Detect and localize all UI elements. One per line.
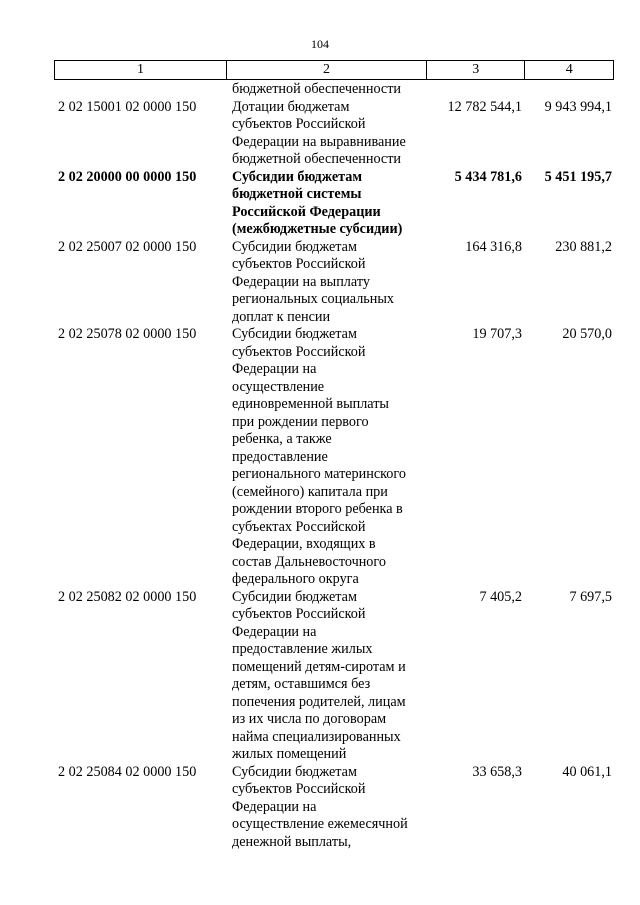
table-row bbox=[54, 169, 614, 239]
table-row bbox=[54, 764, 614, 852]
table-row bbox=[54, 589, 614, 764]
income-name: Субсидии бюджетам субъектов Российской Федерации на осуществление единовременной выплаты при рождении первого ребенка, а также предоставление регионального материнского (семейного) капитала при рождении второго ребенка в субъектах Российской Федерации, входящих в состав Дальневосточного федерального округа bbox=[232, 326, 406, 587]
table-row bbox=[54, 239, 614, 327]
income-name: Субсидии бюджетам бюджетной системы Российской Федерации (межбюджетные субсидии) bbox=[232, 168, 403, 237]
budget-code: 2 02 20000 00 0000 150 bbox=[58, 168, 197, 185]
table-row bbox=[54, 326, 614, 589]
budget-code: 2 02 25084 02 0000 150 bbox=[58, 763, 197, 780]
amount-col4: 40 061,1 bbox=[562, 763, 612, 780]
amount-col4: 5 451 195,7 bbox=[544, 168, 612, 185]
income-name: Субсидии бюджетам субъектов Российской Федерации на осуществление ежемесячной денежной выплаты, bbox=[232, 763, 408, 850]
amount-col3: 33 658,3 bbox=[472, 763, 522, 780]
amount-col3: 12 782 544,1 bbox=[447, 98, 522, 115]
budget-code: 2 02 25082 02 0000 150 bbox=[58, 588, 197, 605]
table-header bbox=[54, 60, 614, 80]
amount-col4: 7 697,5 bbox=[569, 588, 612, 605]
column-header-3: 3 bbox=[427, 61, 525, 79]
column-header-2: 2 bbox=[227, 61, 427, 79]
income-name: бюджетной обеспеченности Дотации бюджетам субъектов Российской Федерации на выравнивание бюджетной обеспеченности bbox=[232, 81, 406, 167]
budget-code: 2 02 25007 02 0000 150 bbox=[58, 238, 197, 255]
amount-col3: 19 707,3 bbox=[472, 326, 522, 342]
budget-code: 2 02 15001 02 0000 150 bbox=[58, 98, 197, 115]
amount-col3: 7 405,2 bbox=[479, 588, 522, 605]
table-body bbox=[54, 81, 614, 851]
amount-col3: 5 434 781,6 bbox=[454, 168, 522, 185]
income-name: Субсидии бюджетам субъектов Российской Федерации на предоставление жилых помещений детям-сиротам и детям, оставшимся без попечения родителей, лицам из их числа по договорам найма специализированных жилых помещений bbox=[232, 588, 406, 762]
amount-col4: 230 881,2 bbox=[555, 238, 612, 255]
column-header-1: 1 bbox=[55, 61, 227, 79]
amount-col3: 164 316,8 bbox=[465, 238, 522, 255]
table-row bbox=[54, 81, 614, 169]
page-number: 104 bbox=[311, 37, 329, 51]
amount-col4: 20 570,0 bbox=[562, 326, 612, 342]
amount-col4: 9 943 994,1 bbox=[544, 98, 612, 115]
income-name: Субсидии бюджетам субъектов Российской Федерации на выплату региональных социальных доплат к пенсии bbox=[232, 238, 394, 325]
column-header-4: 4 bbox=[565, 62, 573, 78]
budget-code: 2 02 25078 02 0000 150 bbox=[58, 326, 197, 342]
